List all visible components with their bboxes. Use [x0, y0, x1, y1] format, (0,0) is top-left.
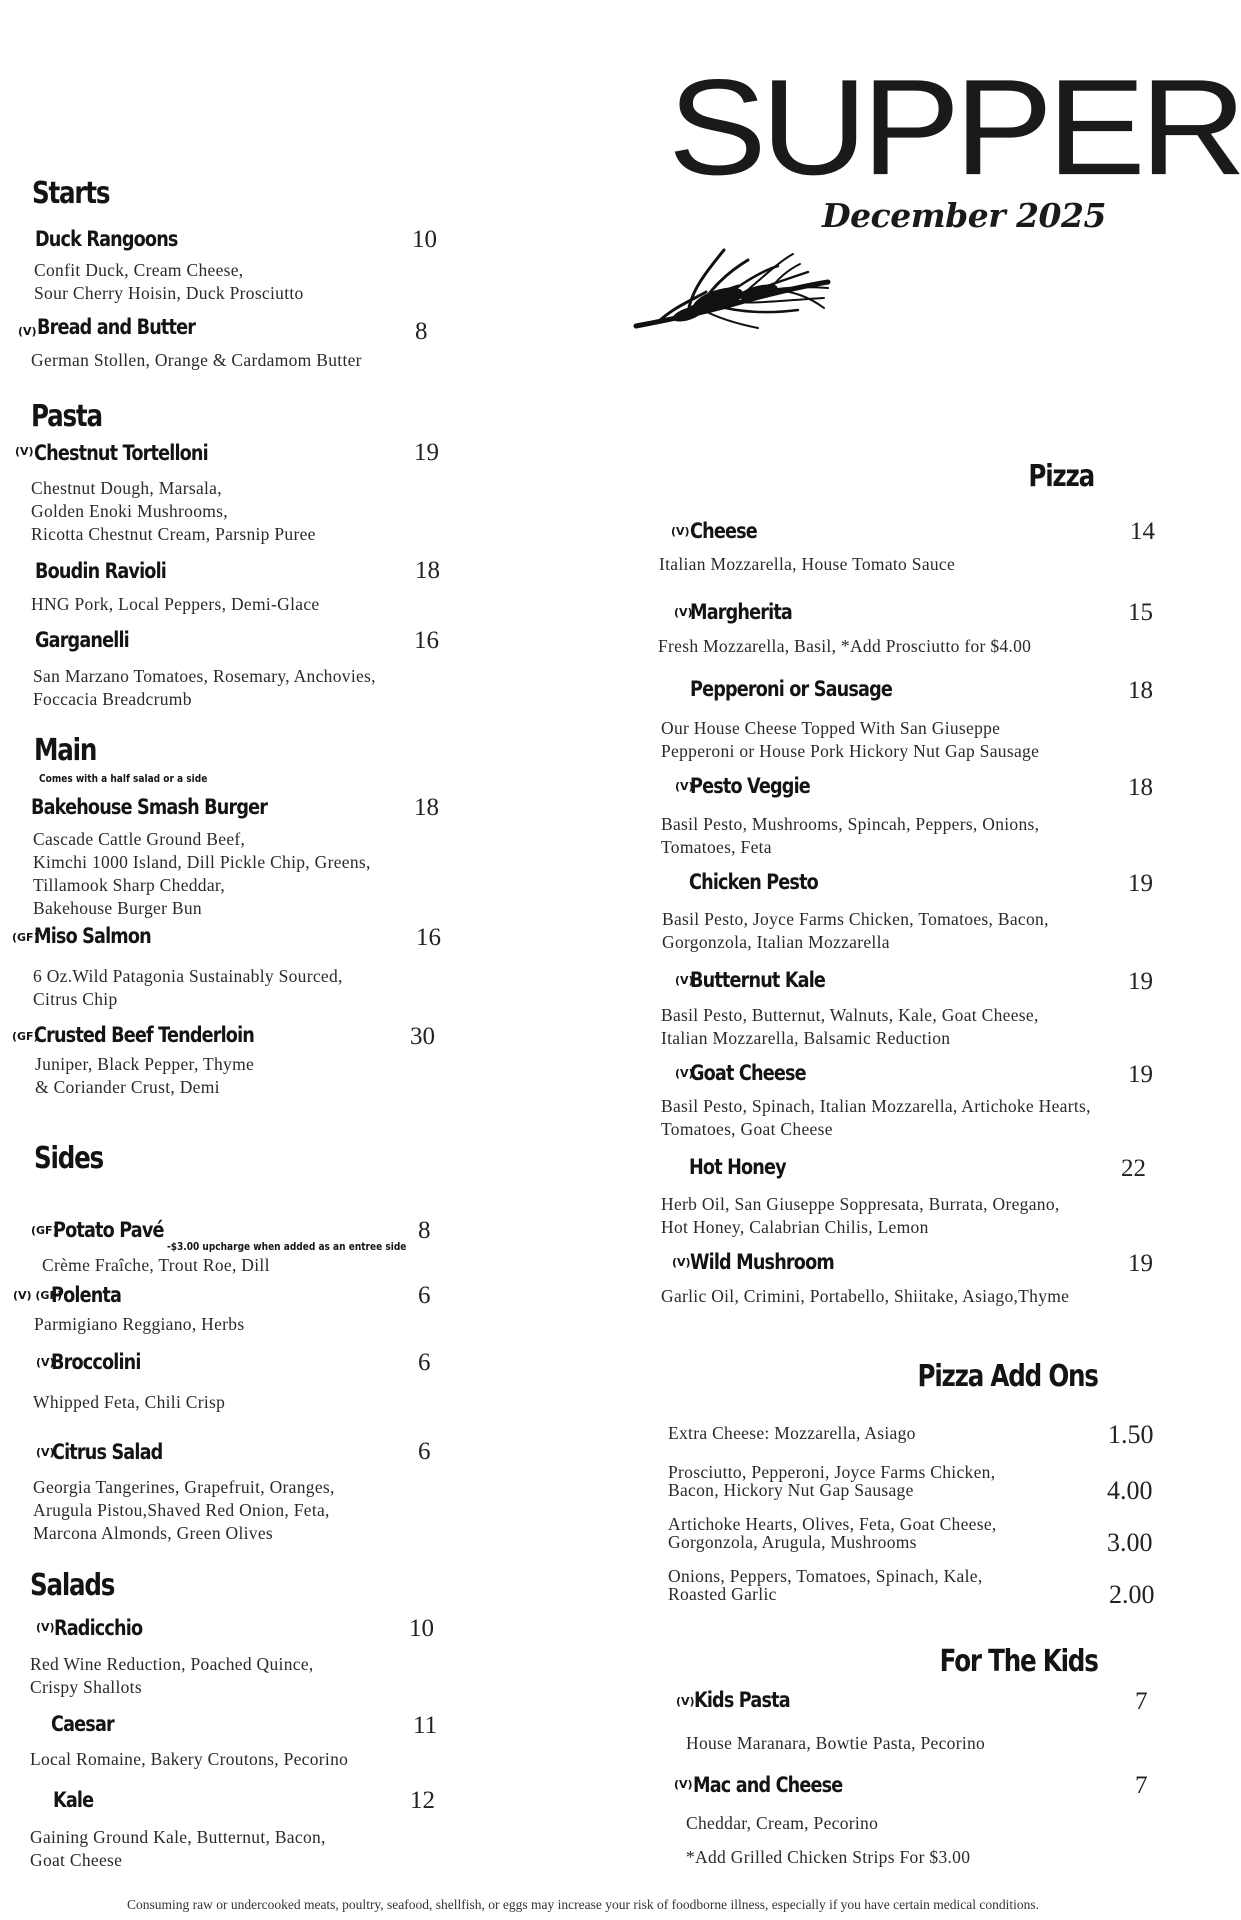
item-price: 6: [418, 1349, 431, 1376]
item-note: -$3.00 upcharge when added as an entree side: [167, 1240, 407, 1253]
item-name: Miso Salmon: [34, 924, 151, 948]
addon-price: 1.50: [1108, 1420, 1154, 1449]
item-name: Chicken Pesto: [689, 870, 818, 894]
item-name: Polenta: [51, 1283, 122, 1307]
item-price: 7: [1135, 1772, 1148, 1799]
section-heading-pizza-add-ons: Pizza Add Ons: [917, 1359, 1098, 1394]
item-desc: Goat Cheese: [30, 1850, 123, 1870]
item-desc: Tillamook Sharp Cheddar,: [33, 875, 226, 895]
item-desc: Kimchi 1000 Island, Dill Pickle Chip, Greens,: [33, 852, 371, 872]
addon-desc: Bacon, Hickory Nut Gap Sausage: [668, 1480, 914, 1500]
item-price: 18: [1128, 677, 1153, 704]
item-price: 16: [414, 627, 439, 654]
menu-month: December 2025: [822, 196, 1106, 235]
item-desc: Confit Duck, Cream Cheese,: [34, 260, 244, 280]
addon-price: 4.00: [1107, 1476, 1153, 1505]
addon-desc: Prosciutto, Pepperoni, Joyce Farms Chicken,: [668, 1462, 996, 1482]
item-name: Citrus Salad: [52, 1440, 163, 1464]
item-desc: Marcona Almonds, Green Olives: [33, 1523, 274, 1543]
item-price: 19: [1128, 870, 1153, 897]
addon-desc: Artichoke Hearts, Olives, Feta, Goat Cheese,: [668, 1514, 997, 1534]
item-tag: (V): [672, 1256, 691, 1269]
item-tag: (V): [675, 1067, 694, 1080]
menu-title: SUPPER: [668, 51, 1241, 204]
item-desc: Georgia Tangerines, Grapefruit, Oranges,: [33, 1477, 335, 1497]
item-price: 6: [418, 1438, 431, 1465]
item-price: 12: [410, 1787, 435, 1814]
item-desc: Crème Fraîche, Trout Roe, Dill: [42, 1255, 270, 1275]
item-desc: Chestnut Dough, Marsala,: [31, 478, 222, 498]
item-desc: House Maranara, Bowtie Pasta, Pecorino: [686, 1733, 986, 1753]
item-name: Crusted Beef Tenderloin: [34, 1023, 255, 1047]
item-desc: Tomatoes, Goat Cheese: [661, 1119, 833, 1139]
item-desc: Basil Pesto, Joyce Farms Chicken, Tomatoes, Bacon,: [662, 909, 1049, 929]
item-price: 16: [416, 924, 441, 951]
item-desc: German Stollen, Orange & Cardamom Butter: [31, 350, 362, 370]
item-name: Wild Mushroom: [690, 1250, 834, 1274]
item-price: 19: [1128, 1250, 1153, 1277]
item-name: Kale: [53, 1788, 94, 1812]
item-tag: (V): [675, 780, 694, 793]
item-tag: (V): [36, 1621, 55, 1634]
item-tag: (GF): [12, 1030, 39, 1043]
item-name: Bakehouse Smash Burger: [31, 795, 268, 819]
item-desc: Cascade Cattle Ground Beef,: [33, 829, 246, 849]
item-desc: Gaining Ground Kale, Butternut, Bacon,: [30, 1827, 326, 1847]
section-note: Comes with a half salad or a side: [39, 772, 208, 785]
section-heading-for-the-kids: For The Kids: [940, 1644, 1098, 1679]
item-desc: Whipped Feta, Chili Crisp: [33, 1392, 226, 1412]
item-desc: Our House Cheese Topped With San Giuseppe: [661, 718, 1001, 738]
item-desc: Juniper, Black Pepper, Thyme: [35, 1054, 255, 1074]
item-desc: 6 Oz.Wild Patagonia Sustainably Sourced,: [33, 966, 343, 986]
item-tag: (V): [36, 1356, 55, 1369]
item-tag: (V): [18, 325, 37, 338]
item-name: Bread and Butter: [37, 315, 196, 339]
item-desc: Gorgonzola, Italian Mozzarella: [662, 932, 890, 952]
item-name: Goat Cheese: [690, 1061, 806, 1085]
item-desc: Arugula Pistou,Shaved Red Onion, Feta,: [33, 1500, 330, 1520]
item-price: 30: [410, 1023, 435, 1050]
item-name: Caesar: [51, 1712, 114, 1736]
addon-desc: Gorgonzola, Arugula, Mushrooms: [668, 1532, 917, 1552]
item-price: 11: [413, 1712, 438, 1739]
addon-desc: Onions, Peppers, Tomatoes, Spinach, Kale,: [668, 1566, 983, 1586]
item-price: 6: [418, 1282, 431, 1309]
item-desc: Italian Mozzarella, House Tomato Sauce: [659, 554, 956, 574]
item-name: Kids Pasta: [694, 1688, 790, 1712]
section-heading-pizza: Pizza: [1028, 459, 1094, 494]
item-name: Potato Pavé: [53, 1218, 164, 1242]
item-desc: Hot Honey, Calabrian Chilis, Lemon: [661, 1217, 929, 1237]
item-desc: Red Wine Reduction, Poached Quince,: [30, 1654, 314, 1674]
item-name: Broccolini: [51, 1350, 141, 1374]
item-name: Butternut Kale: [690, 968, 826, 992]
item-desc: Pepperoni or House Pork Hickory Nut Gap Sausage: [661, 741, 1040, 761]
item-price: 10: [412, 226, 437, 253]
item-desc: Citrus Chip: [33, 989, 118, 1009]
item-price: 8: [418, 1217, 431, 1244]
item-desc: Sour Cherry Hoisin, Duck Prosciutto: [34, 283, 304, 303]
item-price: 14: [1130, 518, 1155, 545]
item-desc: Basil Pesto, Spinach, Italian Mozzarella, Artichoke Hearts,: [661, 1096, 1091, 1116]
item-tag: (V) (GF): [13, 1289, 62, 1302]
item-tag: (V): [36, 1446, 55, 1459]
item-name: Cheese: [690, 519, 757, 543]
item-tag: (V): [676, 1695, 695, 1708]
item-price: 18: [414, 794, 439, 821]
item-price: 8: [415, 318, 428, 345]
item-desc: Local Romaine, Bakery Croutons, Pecorino: [30, 1749, 349, 1769]
item-desc: HNG Pork, Local Peppers, Demi-Glace: [31, 594, 320, 614]
item-price: 7: [1135, 1688, 1148, 1715]
addon-desc: Extra Cheese: Mozzarella, Asiago: [668, 1423, 916, 1443]
item-price: 10: [409, 1615, 434, 1642]
item-tag: (V): [675, 974, 694, 987]
item-desc: *Add Grilled Chicken Strips For $3.00: [686, 1847, 971, 1867]
item-name: Margherita: [690, 600, 792, 624]
food-safety-disclaimer: Consuming raw or undercooked meats, poultry, seafood, shellfish, or eggs may increase your risk of foodborne illness, especially if you have certain medical conditions.: [126, 1897, 1039, 1912]
section-heading-main: Main: [34, 733, 97, 768]
item-desc: Garlic Oil, Crimini, Portabello, Shiitake, Asiago,Thyme: [661, 1286, 1070, 1306]
item-name: Chestnut Tortelloni: [34, 441, 208, 465]
item-name: Duck Rangoons: [35, 227, 178, 251]
item-name: Garganelli: [35, 628, 129, 652]
item-price: 19: [1128, 1061, 1153, 1088]
item-desc: Foccacia Breadcrumb: [33, 689, 192, 709]
item-price: 15: [1128, 599, 1153, 626]
section-heading-sides: Sides: [34, 1141, 103, 1176]
item-name: Pesto Veggie: [690, 774, 810, 798]
item-price: 18: [1128, 774, 1153, 801]
item-desc: Herb Oil, San Giuseppe Soppresata, Burrata, Oregano,: [661, 1194, 1060, 1214]
item-name: Radicchio: [54, 1616, 143, 1640]
item-tag: (V): [15, 445, 34, 458]
item-tag: (V): [674, 606, 693, 619]
item-desc: Cheddar, Cream, Pecorino: [686, 1813, 879, 1833]
item-price: 18: [415, 557, 440, 584]
item-tag: (V): [671, 525, 690, 538]
item-desc: & Coriander Crust, Demi: [35, 1077, 220, 1097]
item-tag: (GF): [12, 931, 39, 944]
item-tag: (V): [674, 1778, 693, 1791]
item-desc: Crispy Shallots: [30, 1677, 142, 1697]
item-desc: Basil Pesto, Butternut, Walnuts, Kale, Goat Cheese,: [661, 1005, 1039, 1025]
item-price: 19: [1128, 968, 1153, 995]
item-price: 22: [1121, 1155, 1146, 1182]
item-desc: San Marzano Tomatoes, Rosemary, Anchovies,: [33, 666, 376, 686]
section-heading-pasta: Pasta: [31, 399, 102, 434]
item-name: Pepperoni or Sausage: [690, 677, 893, 701]
item-desc: Golden Enoki Mushrooms,: [31, 501, 228, 521]
item-desc: Italian Mozzarella, Balsamic Reduction: [661, 1028, 951, 1048]
addon-desc: Roasted Garlic: [668, 1584, 777, 1604]
item-desc: Ricotta Chestnut Cream, Parsnip Puree: [31, 524, 316, 544]
item-price: 19: [414, 439, 439, 466]
item-tag: (GF): [31, 1224, 58, 1237]
section-heading-starts: Starts: [32, 176, 110, 211]
addon-price: 2.00: [1109, 1580, 1155, 1609]
item-desc: Bakehouse Burger Bun: [33, 898, 202, 918]
item-desc: Tomatoes, Feta: [661, 837, 772, 857]
section-heading-salads: Salads: [30, 1568, 115, 1603]
item-name: Hot Honey: [689, 1155, 786, 1179]
item-desc: Fresh Mozzarella, Basil, *Add Prosciutto for $4.00: [658, 636, 1032, 656]
item-name: Mac and Cheese: [693, 1773, 843, 1797]
addon-price: 3.00: [1107, 1528, 1153, 1557]
item-desc: Basil Pesto, Mushrooms, Spincah, Peppers, Onions,: [661, 814, 1040, 834]
item-desc: Parmigiano Reggiano, Herbs: [34, 1314, 245, 1334]
item-name: Boudin Ravioli: [35, 559, 166, 583]
pine-sprig-icon: [628, 242, 846, 338]
